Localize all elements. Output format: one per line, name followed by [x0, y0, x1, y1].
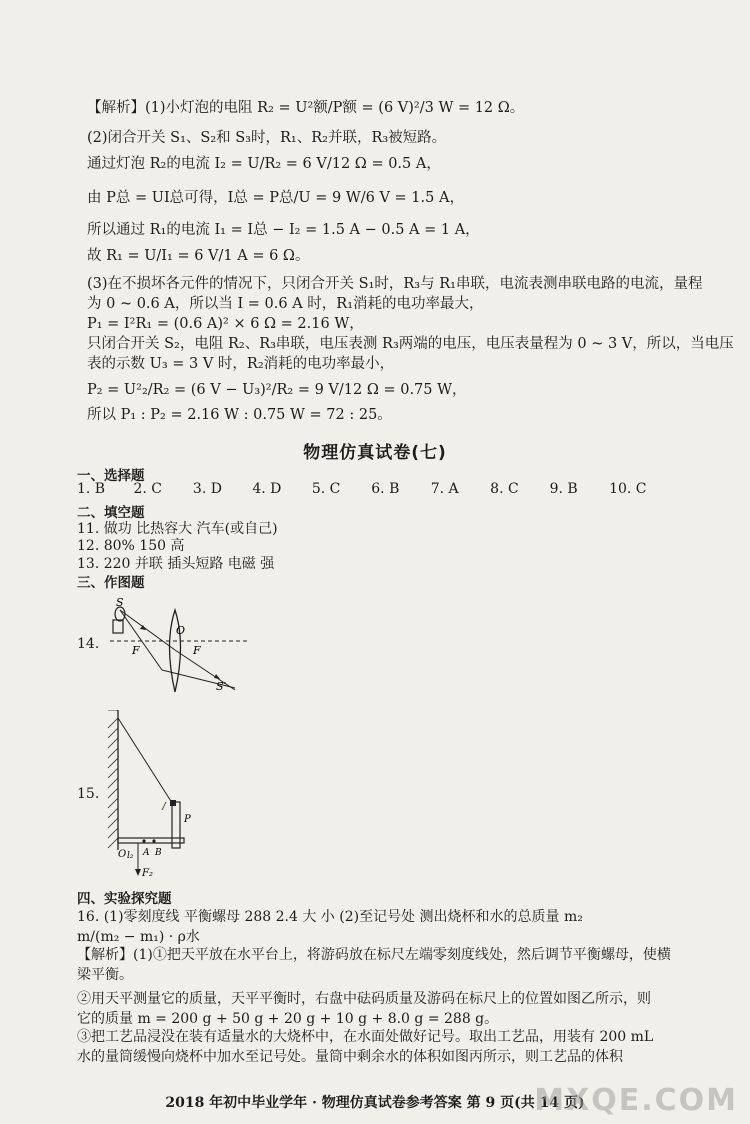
solution-line: 只闭合开关 S₂，电阻 R₂、R₃串联，电压表测 R₃两端的电压，电压表量程为 0 ~ 3 V，所以，当电压: [87, 336, 734, 352]
solution-line: 为 0 ~ 0.6 A，所以当 I = 0.6 A 时，R₁消耗的电功率最大，: [87, 296, 484, 312]
answer-item: 6. B: [371, 481, 400, 497]
experiment-analysis: 【解析】(1)①把天平放在水平台上，将游码放在标尺左端零刻度线处，然后调节平衡螺母，使横: [77, 947, 671, 963]
image-s-label: S′: [216, 680, 227, 693]
experiment-analysis: 梁平衡。: [77, 967, 133, 983]
solution-line: P₂ = U²₂/R₂ = (6 V − U₃)²/R₂ = 9 V/12 Ω = 0.75 W，: [87, 382, 467, 398]
point-p-label: P: [184, 814, 191, 825]
page-footer: 2018 年初中毕业学年 · 物理仿真试卷参考答案 第 9 页(共 14 页): [165, 1095, 585, 1111]
lever-diagram: [104, 710, 204, 880]
lens-ray-diagram: [100, 592, 260, 697]
answer-item: 4. D: [252, 481, 282, 497]
experiment-analysis: ③把工艺品浸没在装有适量水的大烧杯中，在水面处做好记号。取出工艺品，用装有 200 mL: [77, 1029, 654, 1045]
force-f2-label: F₂: [142, 868, 153, 879]
center-o-label: O: [176, 624, 186, 637]
experiment-analysis: ②用天平测量它的质量，天平平衡时，右盘中砝码质量及游码在标尺上的位置如图乙所示，则: [77, 991, 651, 1007]
section-heading: 三、作图题: [77, 575, 145, 591]
answer-item: 8. C: [490, 481, 519, 497]
solution-line: (3)在不损坏各元件的情况下，只闭合开关 S₁时，R₃与 R₁串联，电流表测串联电路的电流，量程: [87, 276, 703, 292]
solution-line: 所以通过 R₁的电流 I₁ = I总 − I₂ = 1.5 A − 0.5 A = 1 A，: [87, 222, 480, 238]
question-number: 15.: [77, 786, 100, 802]
experiment-analysis: 水的量筒缓慢向烧杯中加水至记号处。量筒中剩余水的体积如图丙所示，则工艺品的体积: [77, 1049, 623, 1065]
point-b-label: B: [155, 848, 162, 858]
point-s-label: S: [116, 596, 124, 609]
section-heading: 四、实验探究题: [77, 891, 172, 907]
section-heading: 一、选择题: [77, 468, 145, 484]
choice-answers: [77, 481, 647, 497]
answer-item: 9. B: [549, 481, 578, 497]
fill-answer: 12. 80% 150 高: [77, 538, 185, 554]
experiment-answer: 16. (1)零刻度线 平衡螺母 288 2.4 大 小 (2)至记号处 测出烧杯和水的总质量 m₂: [77, 909, 583, 925]
fill-answer: 11. 做功 比热容大 汽车(或自己): [77, 521, 278, 537]
answer-item: 2. C: [133, 481, 162, 497]
experiment-analysis: 它的质量 m = 200 g + 50 g + 20 g + 10 g + 8.0 g = 288 g。: [77, 1011, 499, 1027]
solution-line: 故 R₁ = U/I₁ = 6 V/1 A = 6 Ω。: [87, 248, 310, 264]
solution-line: 【解析】(1)小灯泡的电阻 R₂ = U²额/P额 = (6 V)²/3 W = 12 Ω。: [87, 100, 525, 116]
watermark-logo: MXQE.COM: [534, 1083, 738, 1118]
fill-answer: 13. 220 并联 插头短路 电磁 强: [77, 556, 275, 572]
point-a-label: A: [143, 848, 150, 858]
pivot-o-label: O: [118, 849, 127, 860]
answer-item: 1. B: [77, 481, 106, 497]
question-number: 14.: [77, 636, 100, 652]
focus-left-label: F: [132, 644, 140, 657]
solution-line: P₁ = I²R₁ = (0.6 A)² × 6 Ω = 2.16 W，: [87, 316, 364, 332]
solution-line: 所以 P₁ : P₂ = 2.16 W : 0.75 W = 72 : 25。: [87, 407, 392, 423]
answer-item: 10. C: [609, 481, 647, 497]
focus-right-label: F: [193, 644, 201, 657]
solution-line: 通过灯泡 R₂的电流 I₂ = U/R₂ = 6 V/12 Ω = 0.5 A，: [87, 156, 441, 172]
answer-item: 7. A: [430, 481, 459, 497]
solution-line: (2)闭合开关 S₁、S₂和 S₃时，R₁、R₂并联，R₃被短路。: [87, 130, 447, 146]
section-heading: 二、填空题: [77, 505, 145, 521]
page-title: 物理仿真试卷(七): [303, 443, 447, 463]
solution-line: 由 P总 = UI总可得，I总 = P总/U = 9 W/6 V = 1.5 A，: [87, 190, 464, 206]
solution-line: 表的示数 U₃ = 3 V 时，R₂消耗的电功率最小，: [87, 356, 395, 372]
experiment-answer: m/(m₂ − m₁) · ρ水: [77, 929, 200, 945]
answer-item: 3. D: [192, 481, 222, 497]
arm-l2-label: l₂: [127, 851, 134, 861]
answer-item: 5. C: [311, 481, 341, 497]
